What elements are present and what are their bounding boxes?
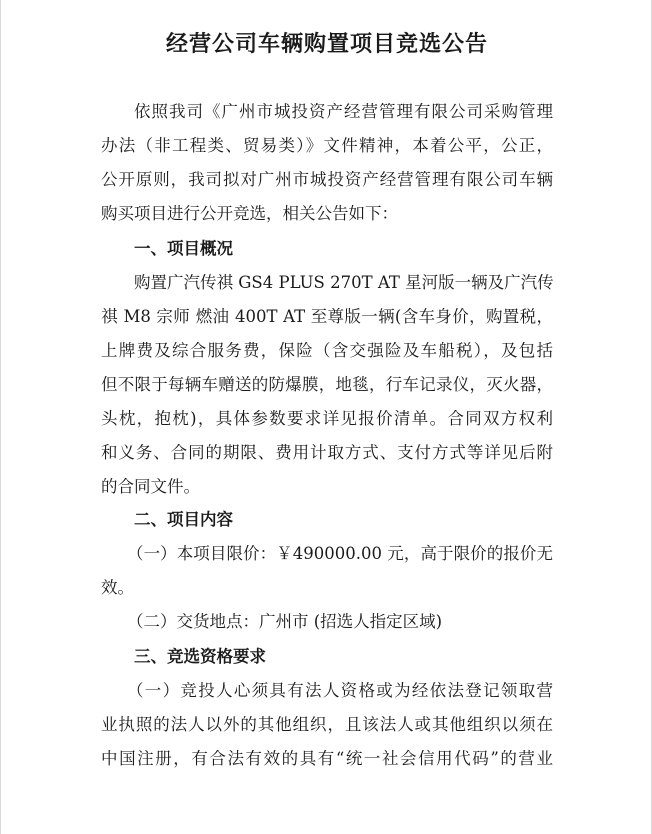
overview-line: 但不限于每辆车赠送的防爆膜，地毯，行车记录仪，灭火器， (101, 375, 553, 394)
content-item-1 (101, 537, 553, 605)
overview-line: 的合同文件。 (101, 477, 200, 496)
intro-line: 依照我司《广州市城投资产经营管理有限公司采购管理 (134, 102, 553, 121)
overview-line: 购置广汽传祺 GS4 PLUS 270T AT 星河版一辆及广汽传 (134, 273, 554, 292)
qualification-line: 中国注册，有合法有效的具有“统一社会信用代码”的营业 (101, 749, 553, 768)
document-title: 经营公司车辆购置项目竞选公告 (165, 32, 488, 57)
section-heading-overview: 一、项目概况 (134, 239, 233, 258)
content-item-2-line: （二）交货地点：广州市 (招选人指定区域) (127, 612, 443, 631)
overview-line: 上牌费及综合服务费，保险（含交强险及车船税），及包括 (101, 341, 553, 360)
intro-paragraph (101, 95, 553, 231)
content-item-1-line: （一）本项目限价：￥490000.00 元，高于限价的报价无 (127, 544, 553, 563)
section-heading-content: 二、项目内容 (134, 510, 233, 529)
overview-paragraph (101, 266, 553, 504)
intro-line: 公开原则，我司拟对广州市城投资产经营管理有限公司车辆 (101, 170, 553, 189)
content-item-1-line: 效。 (101, 578, 134, 597)
overview-line: 祺 M8 宗师 燃油 400T AT 至尊版一辆(含车身价，购置税， (101, 307, 553, 326)
qualification-item-1 (101, 674, 553, 776)
overview-line: 和义务、合同的期限、费用计取方式、支付方式等详见后附 (101, 443, 553, 462)
intro-line: 办法（非工程类、贸易类）》文件精神，本着公平，公正， (101, 136, 553, 155)
intro-line: 购买项目进行公开竞选，相关公告如下： (101, 204, 398, 223)
content-item-2 (101, 605, 553, 639)
qualification-line: 业执照的法人以外的其他组织，且该法人或其他组织以须在 (101, 715, 553, 734)
qualification-line: （一）竞投人心须具有法人资格或为经依法登记领取营 (127, 681, 553, 700)
section-heading-qualification: 三、竞选资格要求 (134, 647, 266, 666)
overview-line: 头枕，抱枕)，具体参数要求详见报价清单。合同双方权利 (101, 409, 553, 428)
